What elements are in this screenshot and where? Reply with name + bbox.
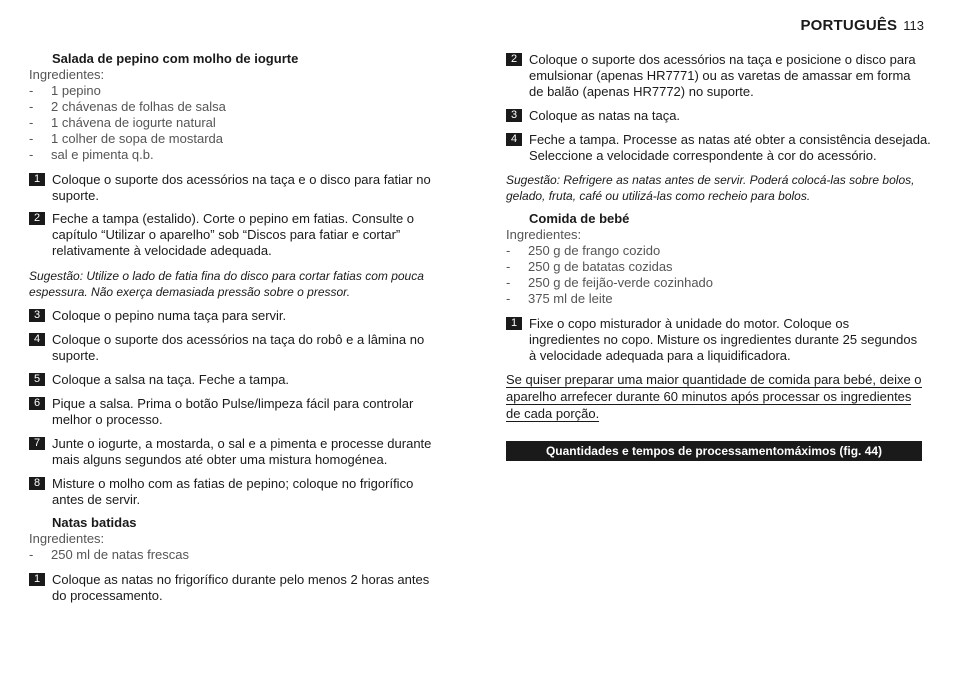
recipe-title-salad: Salada de pepino com molho de iogurte [52, 51, 299, 66]
step-number-badge: 5 [29, 373, 45, 386]
tip-text: Sugestão: Refrigere as natas antes de servir. Poderá colocá-las sobre bolos, gelado, fruta, café ou utilizá-las como recheio para bolos. [506, 173, 915, 203]
step-text: Coloque as natas no frigorífico durante pelo menos 2 horas antes do processamento. [52, 572, 430, 603]
step-text: Fixe o copo misturador à unidade do motor. Coloque os ingredientes no copo. Misture os ingredientes durante 25 segundos à velocidade adequada para a liquidificadora. [529, 316, 918, 363]
step-number-badge: 3 [506, 109, 522, 122]
step-text: Feche a tampa (estalido). Corte o pepino em fatias. Consulte o capítulo “Utilizar o aparelho” sob “Discos para fatiar e cortar” relativamente à velocidade adequada. [52, 211, 415, 258]
step-number-badge: 1 [506, 317, 522, 330]
page-number: 113 [903, 18, 924, 33]
step-text: Coloque o pepino numa taça para servir. [52, 308, 287, 323]
note-text: Se quiser preparar uma maior quantidade de comida para bebé, deixe o aparelho arrefecer durante 60 minutos após processar os ingredientes de cada porção. [506, 372, 922, 421]
tip-text: Sugestão: Utilize o lado de fatia fina do disco para cortar fatias com pouca espessura. Não exerça demasiada pressão sobre o pressor. [29, 269, 424, 299]
step-number-badge: 1 [29, 573, 45, 586]
recipe-title-cream: Natas batidas [52, 515, 137, 530]
step-number-badge: 3 [29, 309, 45, 322]
step-text: Feche a tampa. Processe as natas até obter a consistência desejada. Seleccione a velocidade correspondente à cor do acessório. [529, 132, 931, 163]
language-label: PORTUGUÊS [800, 17, 898, 34]
step-text: Coloque o suporte dos acessórios na taça e posicione o disco para emulsionar (apenas HR7771) ou as varetas de amassar em forma de balão (apenas HR7772) no suporte. [529, 52, 916, 99]
recipe-title-baby-food: Comida de bebé [529, 211, 630, 226]
step-number-badge: 8 [29, 477, 45, 490]
step-number-badge: 7 [29, 437, 45, 450]
step-number-badge: 4 [506, 133, 522, 146]
step-number-badge: 1 [29, 173, 45, 186]
step-text: Misture o molho com as fatias de pepino; coloque no frigorífico antes de servir. [52, 476, 414, 507]
page-header [800, 17, 924, 34]
step-text: Coloque a salsa na taça. Feche a tampa. [52, 372, 290, 387]
step-text: Junte o iogurte, a mostarda, o sal e a pimenta e processe durante mais alguns segundos até obter uma mistura homogénea. [52, 436, 432, 467]
step-text: Coloque o suporte dos acessórios na taça e o disco para fatiar no suporte. [52, 172, 431, 203]
step-text: Coloque o suporte dos acessórios na taça do robô e a lâmina no suporte. [52, 332, 425, 363]
ingredients-label: Ingredientes: [29, 67, 105, 82]
step-number-badge: 2 [29, 212, 45, 225]
step-number-badge: 4 [29, 333, 45, 346]
ingredients-label: Ingredientes: [506, 227, 582, 242]
section-heading-bar: Quantidades e tempos de processamentomáximos (fig. 44) [506, 441, 922, 461]
step-text: Coloque as natas na taça. [529, 108, 681, 123]
ingredients-label: Ingredientes: [29, 531, 105, 546]
step-number-badge: 2 [506, 53, 522, 66]
step-text: Pique a salsa. Prima o botão Pulse/limpeza fácil para controlar melhor o processo. [52, 396, 414, 427]
step-number-badge: 6 [29, 397, 45, 410]
